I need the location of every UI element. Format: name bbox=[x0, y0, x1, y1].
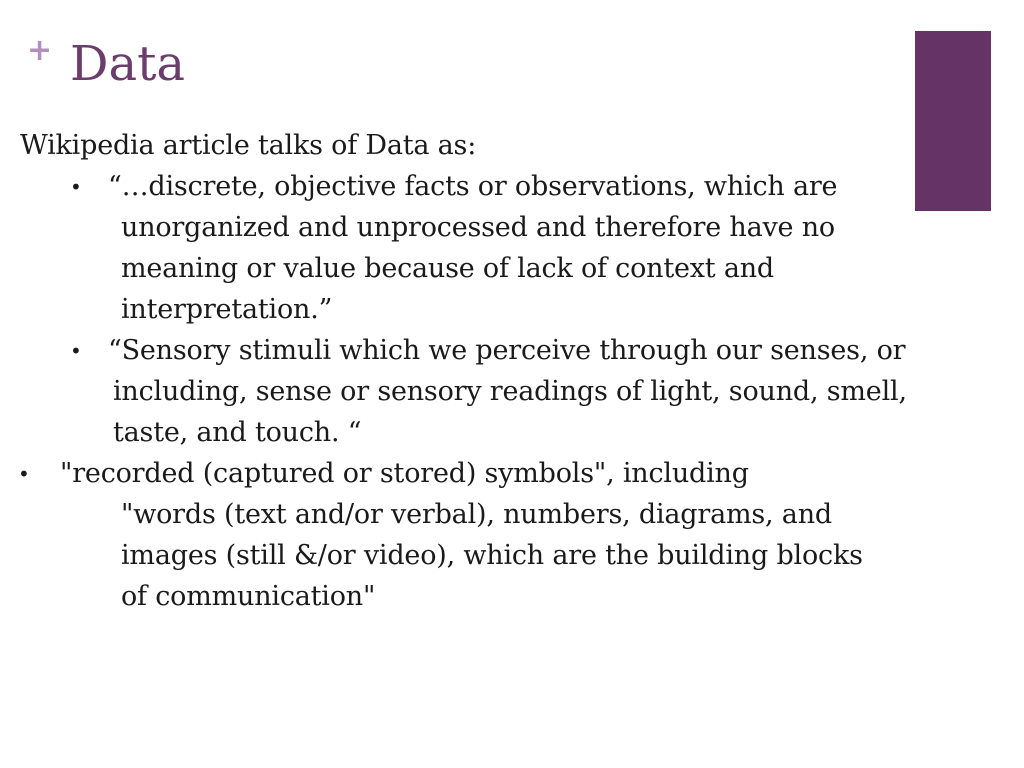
list-item-line: of communication" bbox=[121, 581, 376, 612]
list-item-line: “Sensory stimuli which we perceive through our senses, or bbox=[108, 335, 906, 366]
slide-title: Data bbox=[70, 36, 186, 92]
list-item-line: “…discrete, objective facts or observations, which are bbox=[108, 171, 838, 202]
list-item-line: unorganized and unprocessed and therefore have no bbox=[121, 212, 835, 243]
bullet-icon: • bbox=[18, 462, 30, 486]
bullet-icon: • bbox=[70, 175, 82, 199]
list-item-line: including, sense or sensory readings of light, sound, smell, bbox=[113, 376, 907, 407]
list-item-line: interpretation.” bbox=[121, 294, 333, 325]
accent-bar bbox=[915, 31, 991, 211]
list-item-line: images (still &/or video), which are the building blocks bbox=[121, 540, 863, 571]
plus-icon: + bbox=[27, 33, 53, 68]
list-item-line: "words (text and/or verbal), numbers, diagrams, and bbox=[121, 499, 832, 530]
list-item-line: "recorded (captured or stored) symbols", including bbox=[60, 458, 749, 489]
bullet-icon: • bbox=[70, 339, 82, 363]
list-item-line: meaning or value because of lack of context and bbox=[121, 253, 775, 284]
intro-text: Wikipedia article talks of Data as: bbox=[20, 130, 477, 161]
list-item-line: taste, and touch. “ bbox=[113, 417, 362, 448]
